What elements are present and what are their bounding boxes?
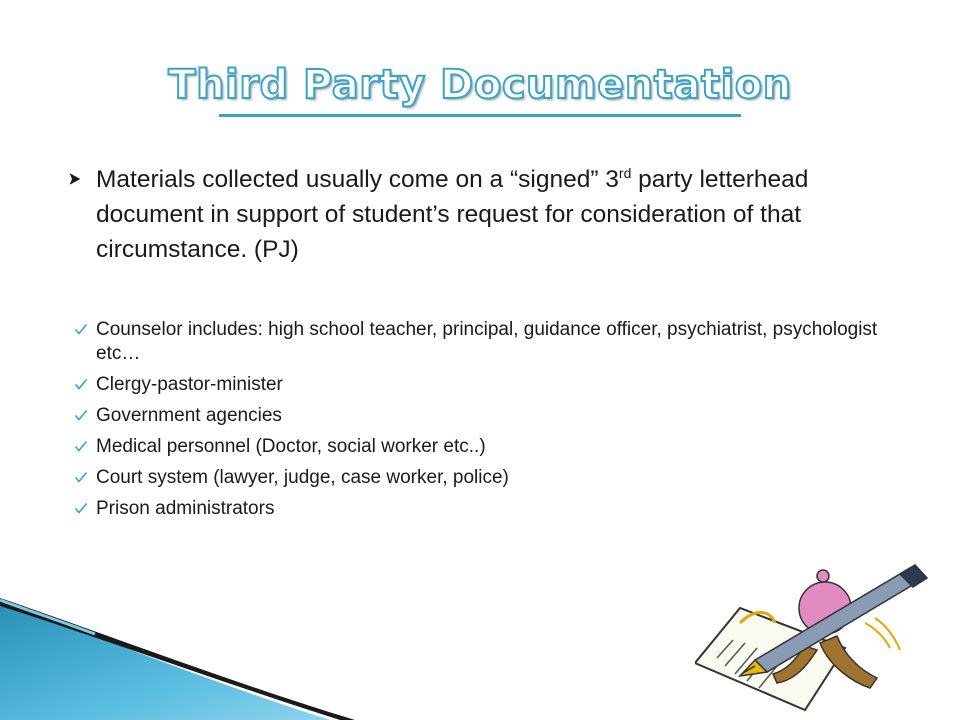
list-item: [74, 466, 904, 490]
list-item: [74, 435, 904, 459]
pen-writing-clipart: [695, 548, 930, 713]
list-item-text: Prison administrators: [96, 498, 275, 519]
list-item-text: Counselor includes: high school teacher, principal, guidance officer, psychiatrist, psychologist etc…: [96, 319, 878, 364]
check-mark-icon: [74, 318, 96, 341]
check-mark-icon: [74, 404, 96, 427]
superscript-rd: rd: [618, 164, 632, 181]
list-item: [74, 373, 904, 397]
check-mark-icon: [74, 435, 96, 458]
check-mark-icon: [74, 373, 96, 396]
check-list: [74, 318, 904, 528]
list-item-text: Court system (lawyer, judge, case worker, police): [96, 467, 509, 488]
title-underline: [219, 114, 741, 117]
main-bullet-text-post: party letterhead document in support of student’s request for consideration of that circumstance. (PJ): [96, 166, 809, 263]
check-mark-icon: [74, 497, 96, 520]
main-bullet-text-pre: Materials collected usually come on a “signed” 3: [96, 166, 619, 193]
list-item-text: Medical personnel (Doctor, social worker etc..): [96, 436, 486, 457]
list-item: [74, 404, 904, 428]
check-mark-icon: [74, 466, 96, 489]
corner-swoosh-decoration: [0, 570, 400, 720]
list-item: [74, 318, 904, 366]
list-item-text: Government agencies: [96, 405, 282, 426]
arrow-bullet-icon: [68, 162, 96, 191]
list-item-text: Clergy-pastor-minister: [96, 374, 283, 395]
main-bullet: [68, 162, 898, 267]
main-bullet-text: [96, 162, 898, 267]
list-item: [74, 497, 904, 521]
slide-title: Third Party Documentation: [168, 62, 792, 108]
